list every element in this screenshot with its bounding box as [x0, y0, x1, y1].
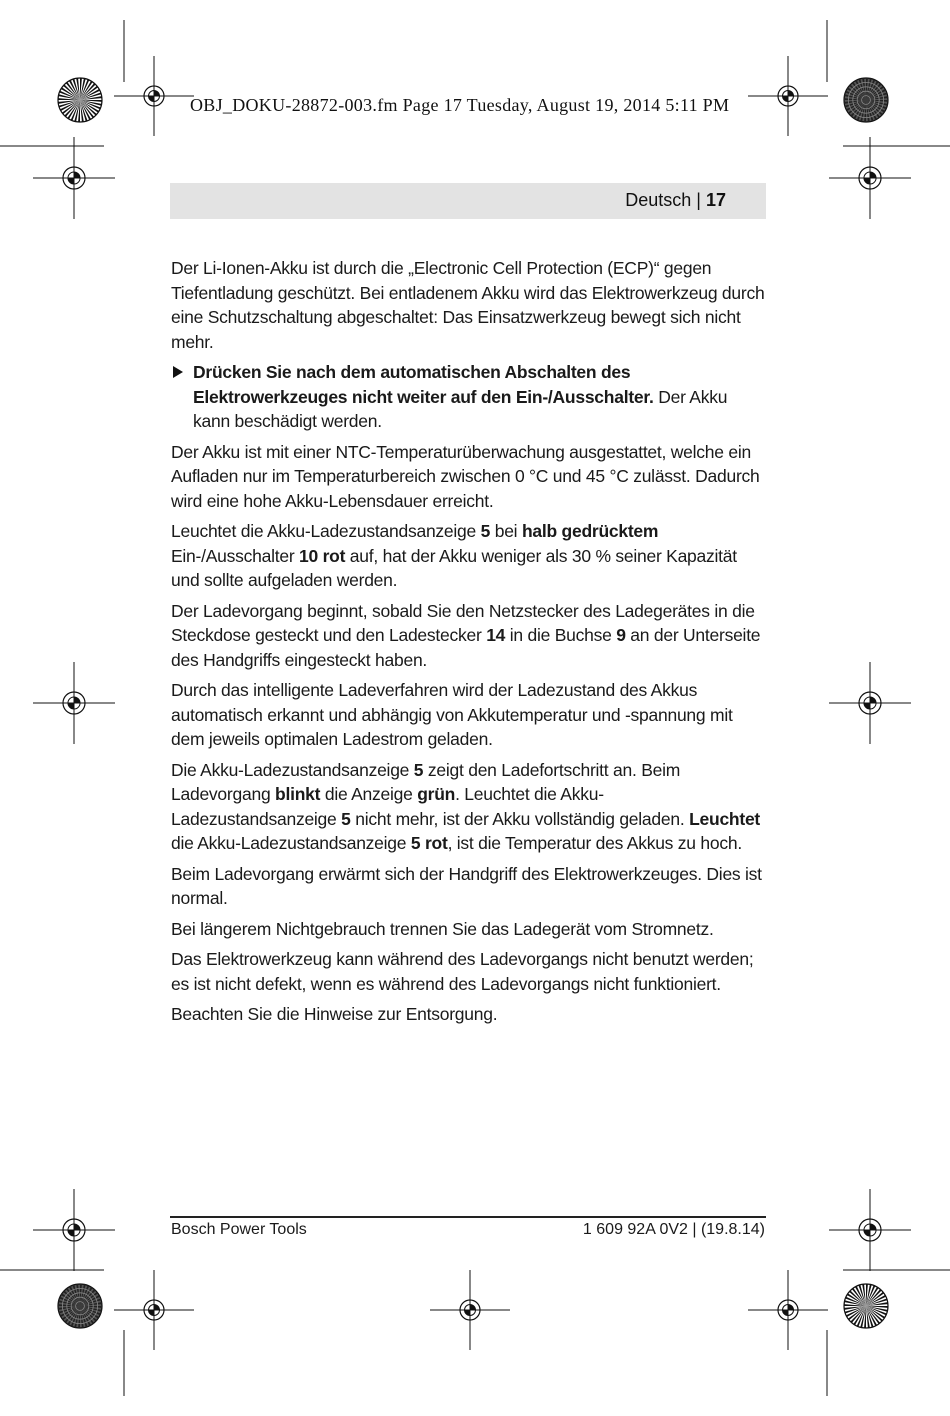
text-run: bei: [490, 521, 522, 541]
text-run: , ist die Temperatur des Akkus zu hoch.: [447, 833, 742, 853]
file-slug-line: OBJ_DOKU-28872-003.fm Page 17 Tuesday, August 19, 2014 5:11 PM: [190, 95, 730, 115]
paragraph-charging-start: [171, 599, 767, 673]
body-text: [171, 256, 767, 1033]
text-run: Leuchtet die Akku-Ladezustandsanzeige: [171, 521, 481, 541]
bold-run: 5: [480, 521, 491, 541]
bold-run: 5: [341, 808, 351, 829]
bullet-text: Der Akku kann beschädigt werden.: [193, 386, 728, 431]
page-header: [625, 190, 726, 211]
paragraph-charge-progress: [171, 758, 767, 856]
registration-crosshair-icon: [829, 137, 911, 219]
bold-run: 10 rot: [299, 545, 346, 566]
text-run: Der Ladevorgang beginnt, sobald Sie den Netzstecker des Ladegerätes in die Steckdose gesteckt und den Ladestecker: [171, 600, 755, 645]
header-separator: |: [696, 190, 701, 210]
registration-starburst-icon: [844, 1284, 888, 1328]
registration-crosshair-icon: [430, 1270, 510, 1350]
paragraph-handle-warm: Beim Ladevorgang erwärmt sich der Handgriff des Elektrowerkzeuges. Dies ist normal.: [171, 863, 762, 908]
registration-crosshair-icon: [748, 56, 828, 136]
bold-run: blinkt: [275, 784, 321, 804]
page-number: 17: [705, 190, 726, 210]
text-run: in die Buchse: [505, 625, 617, 645]
registration-crosshair-icon: [114, 1270, 194, 1350]
bold-run: grün: [417, 784, 456, 804]
registration-crosshair-icon: [33, 1189, 115, 1271]
bold-run: Leuchtet: [689, 808, 761, 829]
registration-starburst-icon: [844, 78, 888, 122]
registration-starburst-icon: [58, 78, 102, 122]
footer-rule: [170, 1216, 766, 1218]
registration-crosshair-icon: [114, 56, 194, 136]
text-run: Die Akku-Ladezustandsanzeige: [171, 759, 414, 780]
text-run: die Akku-Ladezustandsanzeige: [171, 833, 411, 853]
bold-run: 5: [413, 759, 424, 780]
page-header-bar: [170, 183, 766, 219]
footer-brand: Bosch Power Tools: [171, 1221, 307, 1238]
bold-run: 5 rot: [410, 833, 448, 853]
bold-run: 14: [486, 625, 506, 645]
text-run: an der Unterseite des Handgriffs eingesteckt haben.: [171, 625, 761, 670]
paragraph-disconnect: Bei längerem Nichtgebrauch trennen Sie das Ladegerät vom Stromnetz.: [171, 918, 714, 939]
registration-crosshair-icon: [33, 662, 115, 744]
registration-crosshair-icon: [33, 137, 115, 219]
text-run: die Anzeige: [320, 784, 418, 804]
warning-bullet: [171, 360, 767, 434]
footer-doc-number: 1 609 92A 0V2 | (19.8.14): [582, 1221, 765, 1238]
registration-crosshair-icon: [748, 1270, 828, 1350]
text-run: zeigt den Ladefortschritt an. Beim Ladevorgang: [171, 759, 681, 804]
registration-crosshair-icon: [829, 662, 911, 744]
paragraph-not-usable: Das Elektrowerkzeug kann während des Ladevorgangs nicht benutzt werden; es ist nicht defekt, wenn es während des Ladevorgangs nicht funktioniert.: [171, 949, 754, 994]
paragraph-disposal: Beachten Sie die Hinweise zur Entsorgung.: [171, 1004, 498, 1024]
registration-starburst-icon: [58, 1284, 102, 1328]
paragraph-charge-indicator: [171, 519, 767, 593]
bold-run: halb gedrücktem: [521, 521, 659, 541]
header-language: Deutsch: [625, 190, 692, 210]
text-run: Ein-/Ausschalter: [171, 545, 300, 566]
text-run: . Leuchtet die Akku-Ladezustandsanzeige: [171, 784, 604, 829]
paragraph-intelligent-charging: Durch das intelligente Ladeverfahren wird der Ladezustand des Akkus automatisch erkannt und abhängig von Akkutemperatur und -spannung mit dem jeweils optimalen Ladestrom geladen.: [171, 680, 733, 749]
bullet-bold-text: Drücken Sie nach dem automatischen Abschalten des Elektrowerkzeuges nicht weiter auf den Ein-/Ausschalter.: [193, 362, 654, 407]
bullet-triangle-icon: [173, 366, 183, 378]
paragraph-ntc: Der Akku ist mit einer NTC-Temperaturüberwachung ausgestattet, welche ein Aufladen nur im Temperaturbereich zwischen 0 °C und 45 °C zulässt. Dadurch wird eine hohe Akku-Lebensdauer erreicht.: [171, 441, 760, 511]
bold-run: 9: [616, 625, 626, 645]
text-run: auf, hat der Akku weniger als 30 % seiner Kapazität und sollte aufgeladen werden.: [171, 545, 737, 590]
registration-crosshair-icon: [829, 1189, 911, 1271]
text-run: nicht mehr, ist der Akku vollständig geladen.: [350, 808, 690, 829]
paragraph-ecp: Der Li-Ionen-Akku ist durch die „Electronic Cell Protection (ECP)“ gegen Tiefentladung geschützt. Bei entladenem Akku wird das Elektrowerkzeug durch eine Schutzschaltung abgeschaltet: Das Einsatzwerkzeug bewegt sich nicht mehr.: [171, 258, 765, 352]
